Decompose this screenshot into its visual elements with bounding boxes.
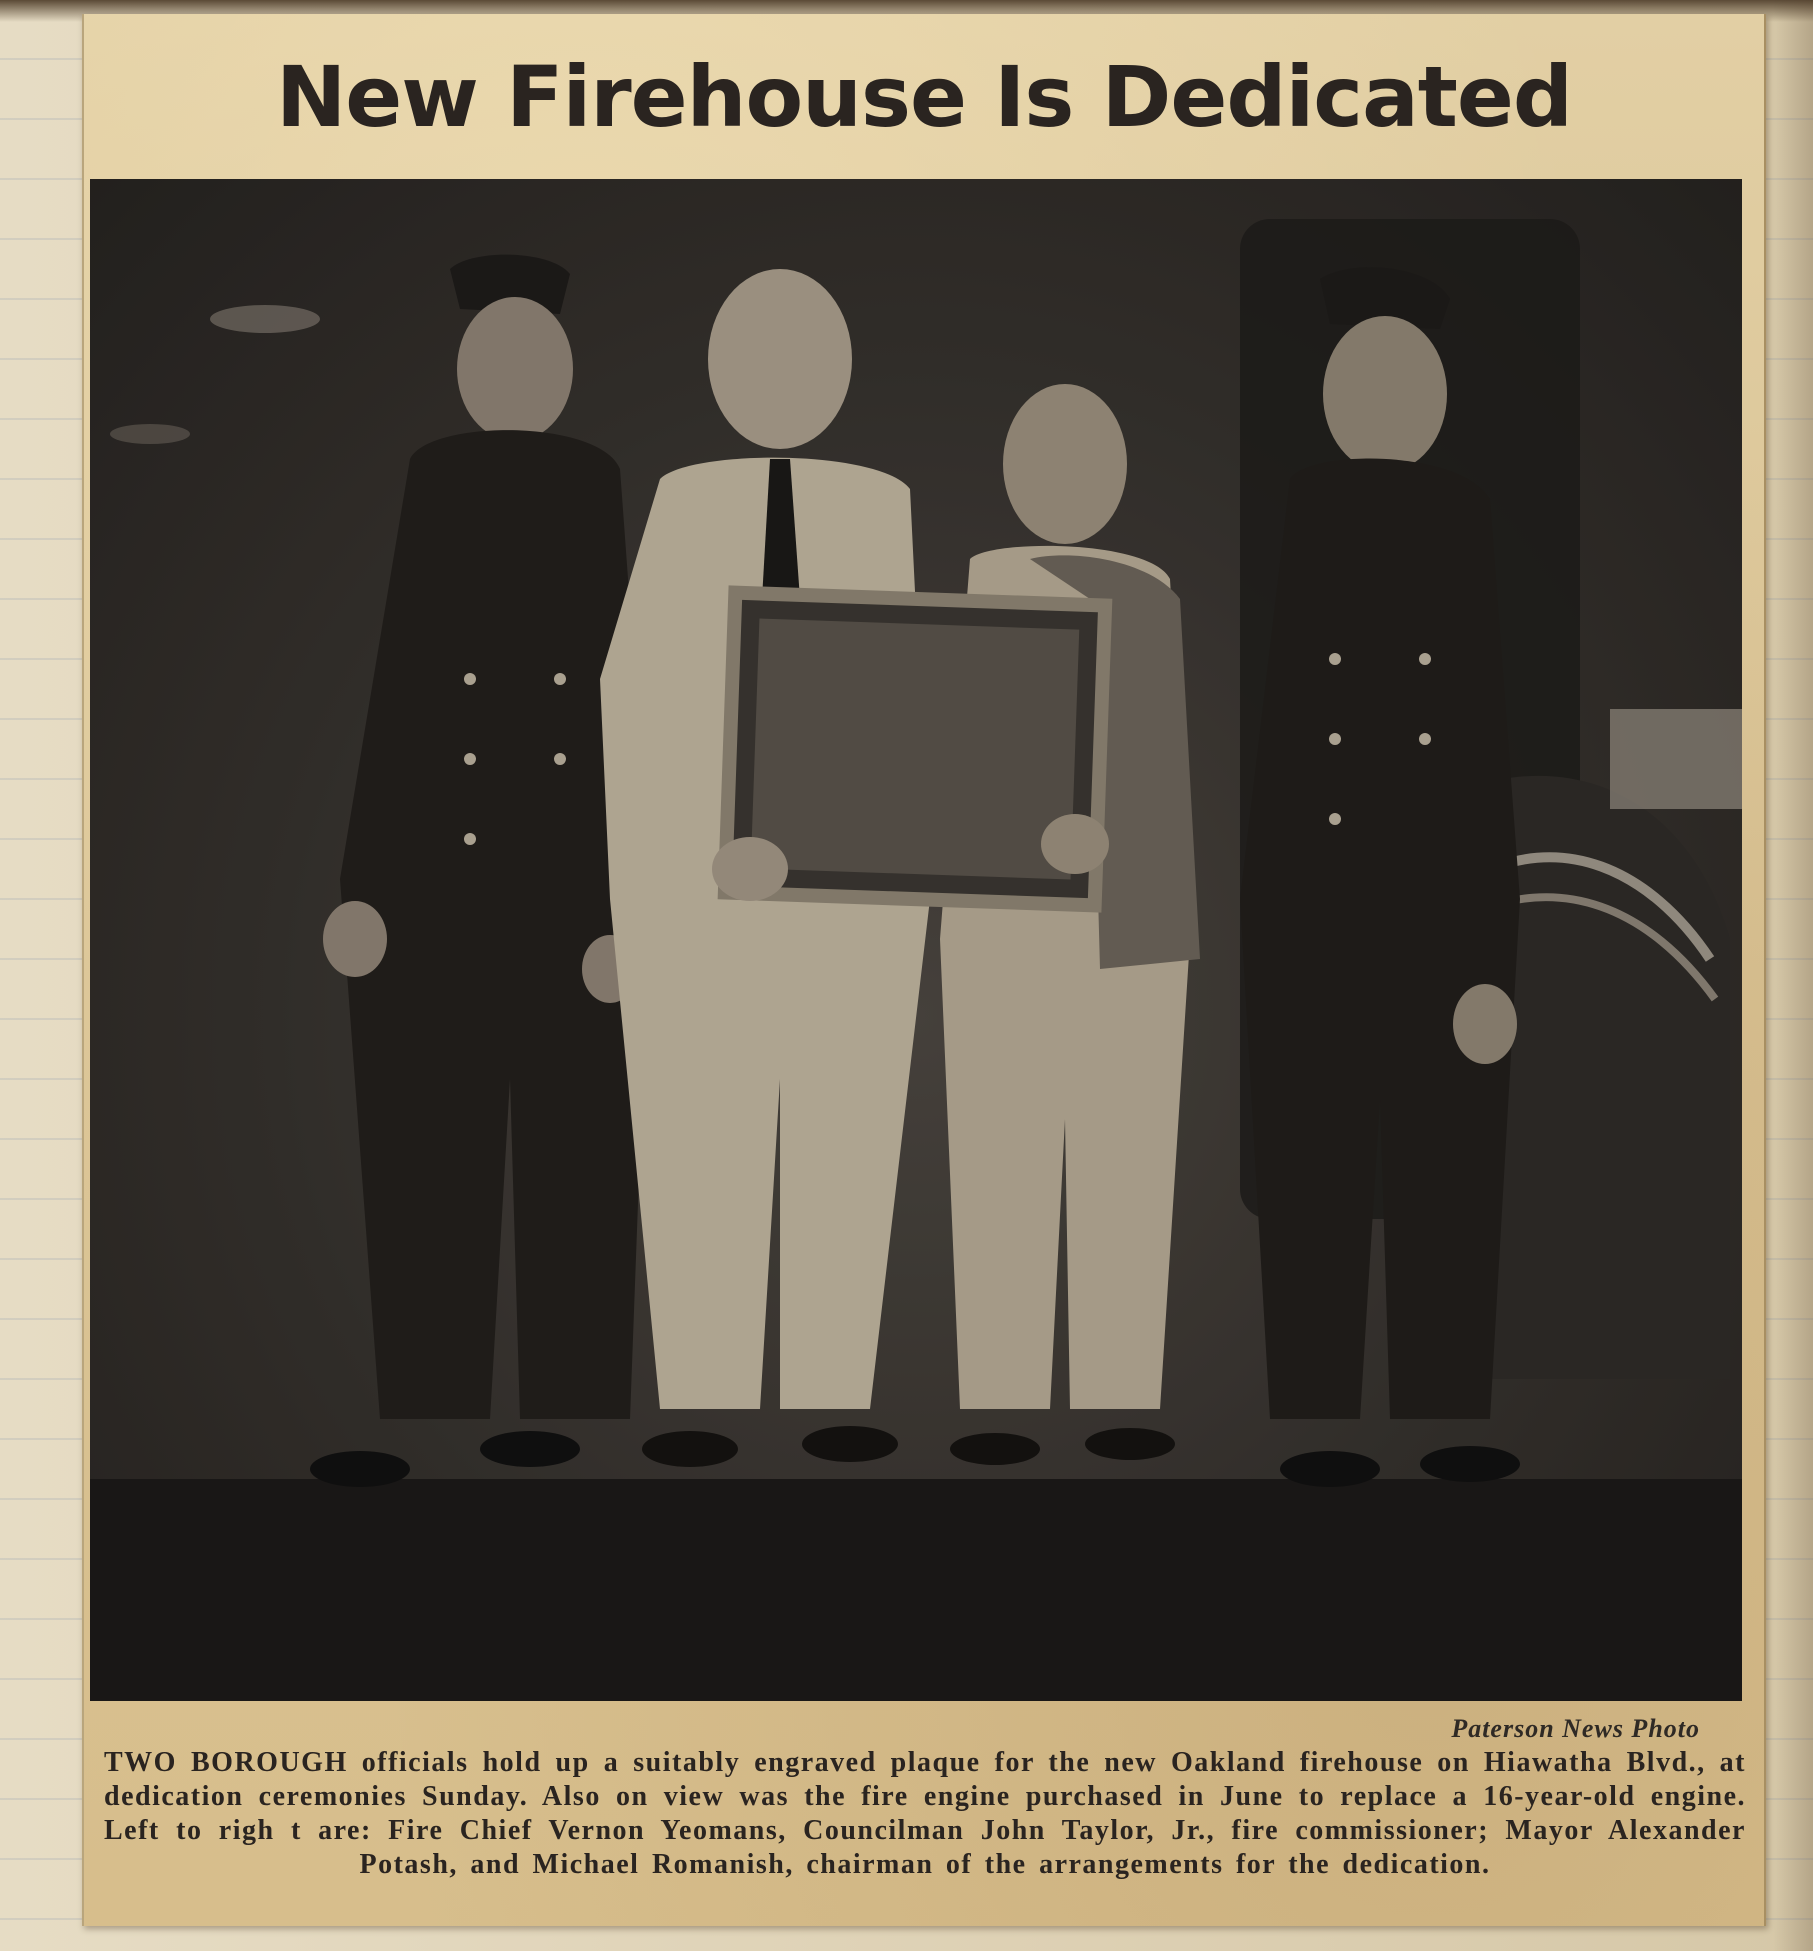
- newspaper-clipping: [82, 14, 1766, 1926]
- photo-illustration: [90, 179, 1742, 1701]
- news-photo: [90, 179, 1742, 1701]
- page-right-edge: [1773, 0, 1813, 1951]
- photo-credit: Paterson News Photo: [1451, 1714, 1700, 1743]
- headline: New Firehouse Is Dedicated: [275, 48, 1573, 146]
- photo-caption: TWO BOROUGH officials hold up a suitably engraved plaque for the new Oakland firehouse on Hiawatha Blvd., at dedication ceremonies Sunday. Also on view was the fire engine purchased in June to replace a 16-year-old engine. Left to righ t are: Fire Chief Vernon Yeomans, Councilman John Taylor, Jr., fire commissioner; Mayor Alexander Potash, and Michael Romanish, chairman of the arrangements for the dedication.: [104, 1747, 1746, 1880]
